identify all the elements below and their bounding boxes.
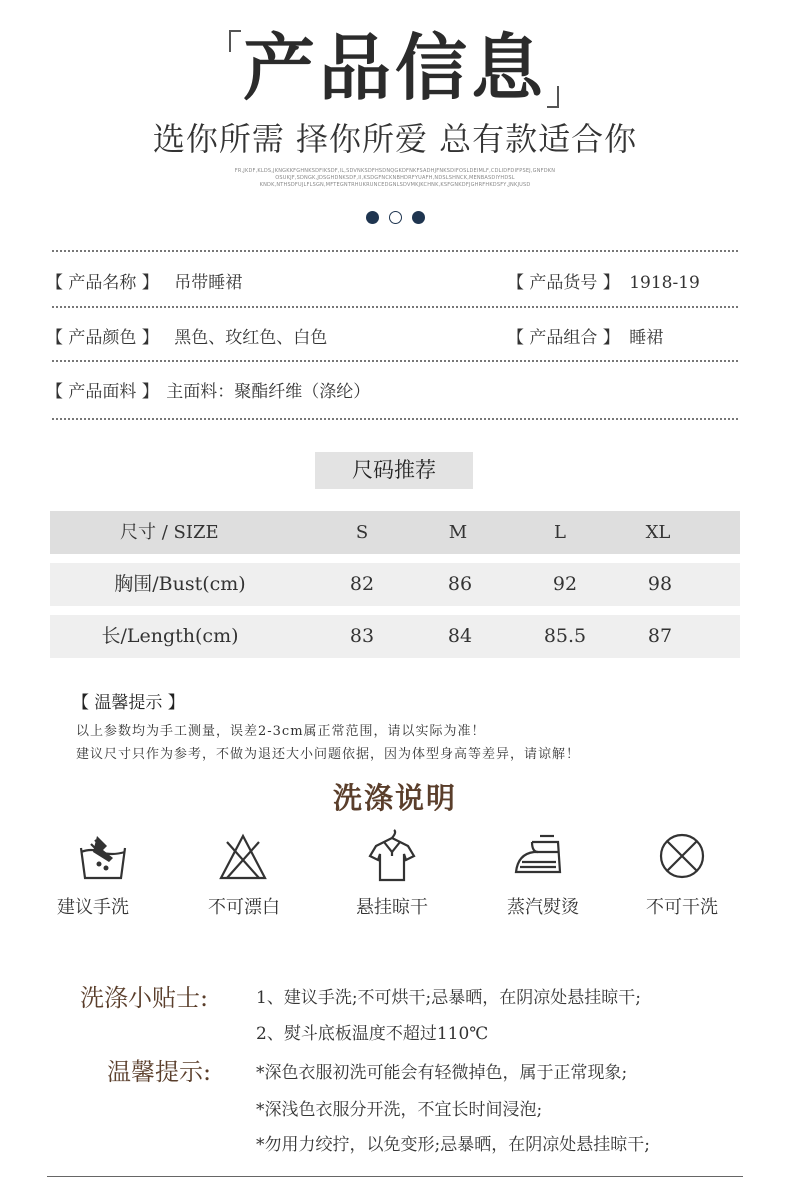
divider: [52, 250, 738, 252]
product-combo-value: 睡裙: [629, 328, 664, 348]
warm-reminder-heading: 温馨提示:: [107, 1058, 212, 1086]
reminder-line-2: *深浅色衣服分开洗，不宜长时间浸泡;: [256, 1100, 543, 1120]
product-fabric-row: [46, 377, 370, 402]
length-s: 83: [349, 625, 375, 647]
notice-line-2: 建议尺寸只作为参考，不做为退还大小问题依据，因为体型身高等差异，请谅解！: [76, 747, 581, 762]
title-area: [0, 26, 790, 110]
product-sku-label: 【 产品货号 】: [507, 273, 620, 293]
care-tip-line-2: 2、熨斗底板温度不超过110℃: [256, 1024, 489, 1044]
size-table-header: [50, 511, 740, 554]
page-title: [243, 26, 547, 110]
divider: [52, 306, 738, 308]
notice-title: 【 温馨提示 】: [72, 693, 185, 713]
dot-2: [389, 211, 402, 224]
product-color-row: [46, 323, 327, 348]
tiny-text-line-2: OSUKJF,SDNGK,JDSGHDNKSDF,II,KSDGFNCKNBHDRFYUAFH,NDSLSHNCK,MENBASDIYHDSL: [275, 175, 515, 181]
product-name-label: 【 产品名称 】: [46, 273, 159, 293]
product-name-value: 吊带睡裙: [174, 273, 243, 293]
size-header-xl: XL: [645, 522, 671, 543]
size-header-l: L: [554, 522, 566, 543]
length-l: 85.5: [543, 625, 587, 647]
bottom-divider: [47, 1176, 743, 1177]
product-color-value: 黑色、玫红色、白色: [174, 328, 328, 348]
care-tips-heading: 洗涤小贴士:: [80, 984, 209, 1012]
length-xl: 87: [647, 625, 673, 647]
bust-l: 92: [552, 573, 578, 595]
steam-iron-label: 蒸汽熨烫: [507, 897, 579, 918]
product-fabric-value: 主面料：聚酯纤维（涤纶）: [166, 382, 371, 402]
decorative-dots: [0, 207, 790, 226]
hang-dry-label: 悬挂晾干: [356, 897, 428, 918]
page-subtitle: 选你所需 择你所爱 总有款适合你: [152, 120, 638, 158]
product-sku-value: 1918-19: [629, 273, 700, 293]
wash-section-title: 洗涤说明: [332, 781, 457, 815]
no-bleach-icon: [213, 828, 273, 888]
care-tip-line-1: 1、建议手洗;不可烘干;忌暴晒，在阴凉处悬挂晾干;: [256, 988, 641, 1008]
reminder-line-3: *勿用力绞拧，以免变形;忌暴晒，在阴凉处悬挂晾干;: [256, 1135, 650, 1155]
product-combo-label: 【 产品组合 】: [507, 328, 620, 348]
divider: [52, 360, 738, 362]
product-combo-row: [507, 323, 663, 348]
notice-line-1: 以上参数均为手工测量，误差2-3cm属正常范围，请以实际为准！: [76, 724, 486, 739]
size-header-label: 尺寸 / SIZE: [120, 522, 219, 543]
steam-iron-icon: [510, 828, 570, 888]
product-fabric-label: 【 产品面料 】: [46, 382, 159, 402]
product-sku-row: [507, 268, 700, 293]
reminder-line-1: *深色衣服初洗可能会有轻微掉色，属于正常现象;: [256, 1063, 628, 1083]
no-dry-clean-icon: [652, 828, 712, 888]
bust-xl: 98: [647, 573, 673, 595]
divider: [52, 418, 738, 420]
length-m: 84: [447, 625, 473, 647]
table-row: [50, 615, 740, 658]
tiny-text-line-1: FR,JKDF,KLDS,JKNGKKFGHNKSDFIKSDF,IL,SDVNKSDFHSDNQGKDFNKFSADHJFNKSDIFOSLDEIMLF,CDLIDFDIFPSEJ,GNFDKN: [234, 168, 556, 174]
no-dry-clean-label: 不可干洗: [646, 897, 718, 918]
dot-1: [366, 211, 379, 224]
page-title-text: 产品信息: [242, 26, 547, 110]
bust-m: 86: [447, 573, 473, 595]
title-corner-left: [229, 30, 241, 52]
size-header-s: S: [355, 522, 369, 543]
tiny-text-line-3: KNDK,NTHSDFUJLFLSGN,MFTEGNTRHUKRUNCEDGNLSDVMKJKCHNK,KSFGNKDFJGHRFHKDSFY,JNKJUSD: [259, 182, 531, 188]
length-label: 长/Length(cm): [101, 625, 239, 647]
hand-wash-label: 建议手洗: [57, 897, 129, 918]
bust-label: 胸围/Bust(cm): [114, 573, 246, 595]
title-corner-right: [547, 86, 559, 108]
bust-s: 82: [349, 573, 375, 595]
product-color-label: 【 产品颜色 】: [46, 328, 159, 348]
dot-3: [412, 211, 425, 224]
table-row: [50, 563, 740, 606]
size-section-title: 尺码推荐: [315, 452, 473, 489]
hand-wash-icon: [73, 828, 133, 888]
size-header-m: M: [448, 522, 468, 543]
product-name-row: [46, 268, 242, 293]
no-bleach-label: 不可漂白: [208, 897, 280, 918]
hang-dry-icon: [362, 828, 422, 888]
